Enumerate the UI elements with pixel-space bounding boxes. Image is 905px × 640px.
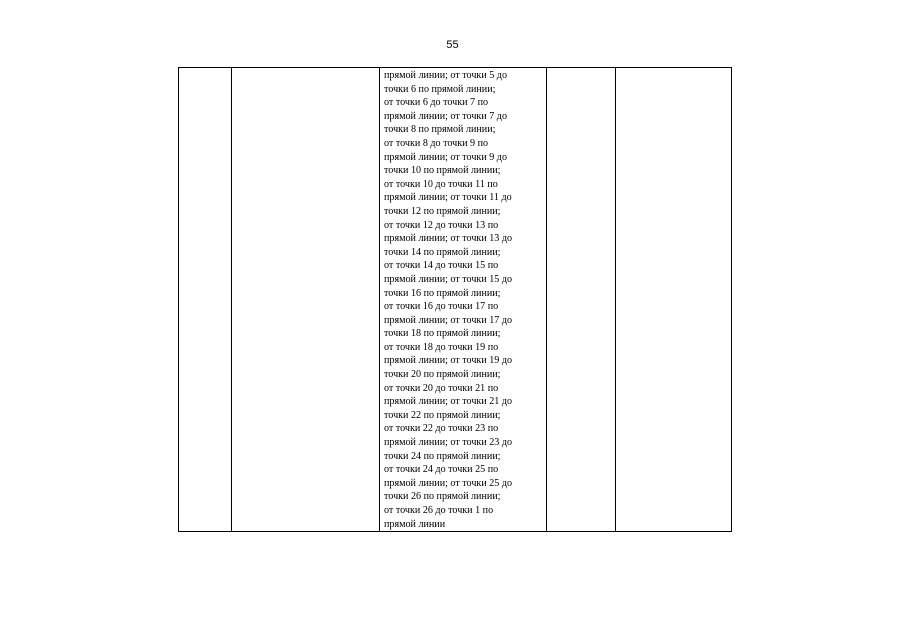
description-line: прямой линии; от точки 11 до xyxy=(384,192,512,204)
description-line: от точки 22 до точки 23 по xyxy=(384,423,499,435)
boundary-description-text xyxy=(380,68,546,531)
description-line: точки 18 по прямой линии; xyxy=(384,328,501,340)
description-line: от точки 14 до точки 15 по xyxy=(384,260,499,272)
description-line: от точки 16 до точки 17 по xyxy=(384,301,499,313)
description-line: прямой линии; от точки 25 до xyxy=(384,477,513,489)
description-line: от точки 8 до точки 9 по xyxy=(384,137,489,149)
description-line: точки 20 по прямой линии; xyxy=(384,369,501,381)
description-line: от точки 26 до точки 1 по xyxy=(384,505,494,516)
table-cell-4 xyxy=(547,68,616,532)
description-line: точки 6 по прямой линии; xyxy=(384,83,496,95)
boundary-table xyxy=(178,67,732,532)
description-line: от точки 12 до точки 13 по xyxy=(384,219,499,231)
description-line: точки 22 по прямой линии; xyxy=(384,409,501,421)
description-line: от точки 10 до точки 11 по xyxy=(384,178,498,190)
description-line: прямой линии; от точки 13 до xyxy=(384,233,513,245)
description-line: прямой линии; от точки 9 до xyxy=(384,151,507,163)
description-line: от точки 18 до точки 19 по xyxy=(384,341,499,353)
description-line: точки 12 по прямой линии; xyxy=(384,205,501,217)
table-cell-boundary-description xyxy=(380,68,547,532)
page-number: 55 xyxy=(446,39,459,51)
description-line: прямой линии; от точки 15 до xyxy=(384,273,513,285)
description-line: прямой линии; от точки 5 до xyxy=(384,70,507,81)
table-cell-1 xyxy=(179,68,232,532)
description-line: прямой линии; от точки 21 до xyxy=(384,396,513,408)
description-line: прямой линии; от точки 23 до xyxy=(384,437,513,449)
description-line: точки 8 по прямой линии; xyxy=(384,124,496,136)
description-line: точки 14 по прямой линии; xyxy=(384,246,501,258)
table-row xyxy=(179,68,732,532)
description-line: от точки 6 до точки 7 по xyxy=(384,97,489,109)
description-line: от точки 20 до точки 21 по xyxy=(384,382,499,394)
description-line: точки 26 по прямой линии; xyxy=(384,491,501,503)
description-line: точки 16 по прямой линии; xyxy=(384,287,501,299)
description-line: прямой линии xyxy=(384,518,446,530)
description-line: точки 10 по прямой линии; xyxy=(384,165,501,177)
table-cell-2 xyxy=(232,68,380,532)
description-line: точки 24 по прямой линии; xyxy=(384,450,501,462)
description-line: прямой линии; от точки 17 до xyxy=(384,314,513,326)
description-line: прямой линии; от точки 19 до xyxy=(384,355,513,367)
description-line: от точки 24 до точки 25 по xyxy=(384,464,499,476)
description-line: прямой линии; от точки 7 до xyxy=(384,110,507,122)
table-cell-5 xyxy=(616,68,732,532)
